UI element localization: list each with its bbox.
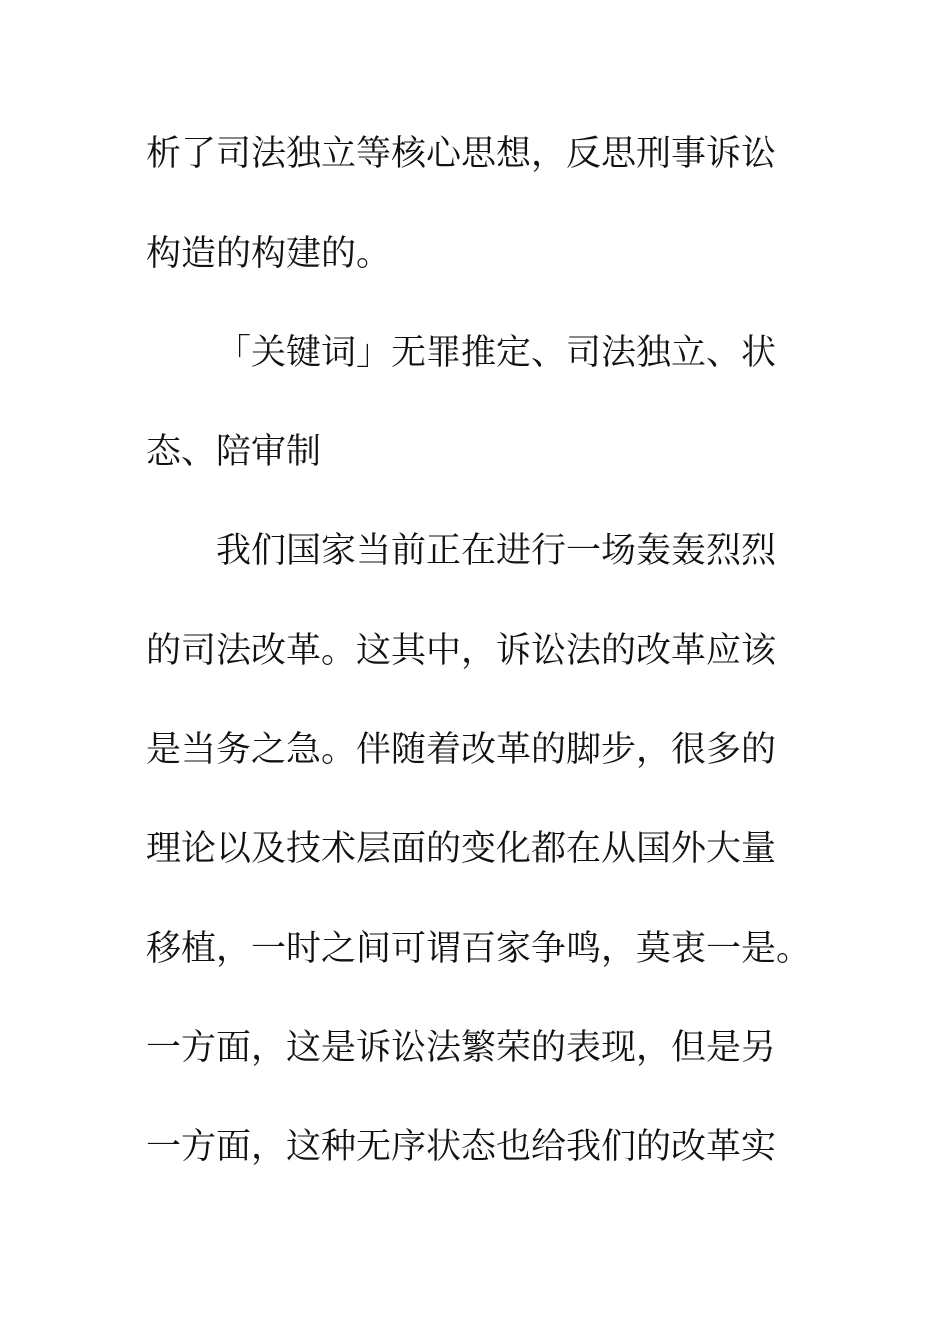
text-line: 构造的构建的。 — [146, 234, 392, 274]
text-line: 移植，一时之间可谓百家争鸣，莫衷一是。 — [146, 929, 812, 969]
text-line: 的司法改革。这其中，诉讼法的改革应该 — [146, 631, 777, 671]
keywords-line: 「关键词」无罪推定、司法独立、状 — [216, 333, 777, 373]
text-line: 理论以及技术层面的变化都在从国外大量 — [146, 829, 777, 869]
text-line: 是当务之急。伴随着改革的脚步，很多的 — [146, 730, 777, 770]
text-line: 一方面，这是诉讼法繁荣的表现，但是另 — [146, 1028, 777, 1068]
text-line: 一方面，这种无序状态也给我们的改革实 — [146, 1127, 777, 1167]
text-line: 析了司法独立等核心思想，反思刑事诉讼 — [146, 134, 777, 174]
text-line: 态、陪审制 — [146, 432, 322, 472]
paragraph-start-line: 我们国家当前正在进行一场轰轰烈烈 — [216, 531, 777, 571]
